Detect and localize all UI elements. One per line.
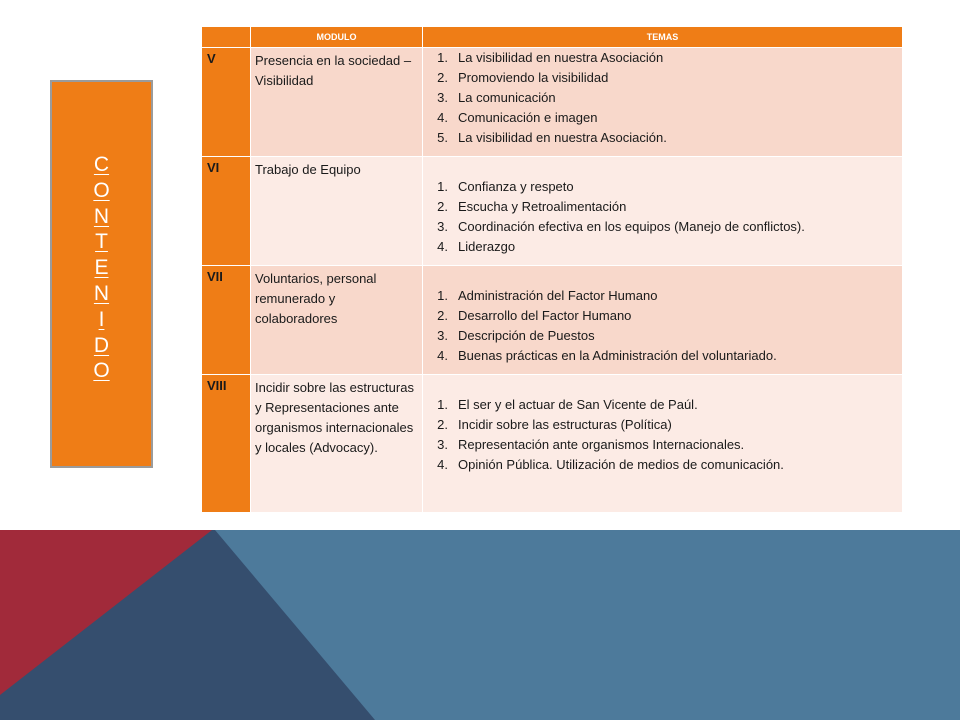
module-number: VIII [202, 375, 251, 513]
module-number: V [202, 48, 251, 157]
module-title: Trabajo de Equipo [251, 157, 423, 266]
decorative-bottom-band [0, 530, 960, 720]
list-item: 1. Administración del Factor Humano [437, 288, 658, 303]
list-item: 1. La visibilidad en nuestra Asociación [437, 50, 664, 65]
title-letter: O [93, 359, 110, 383]
list-item: 4. Opinión Pública. Utilización de medios de comunicación. [437, 457, 784, 472]
contenido-sidebar [50, 80, 153, 468]
list-item: 1. El ser y el actuar de San Vicente de Paúl. [437, 397, 698, 412]
module-topics [423, 375, 903, 513]
module-number: VII [202, 266, 251, 375]
title-letter: D [93, 333, 110, 357]
list-item: 2. Promoviendo la visibilidad [437, 70, 609, 85]
modules-table [201, 26, 903, 513]
list-item: 3. Coordinación efectiva en los equipos (Manejo de conflictos). [437, 219, 805, 234]
list-item: 2. Incidir sobre las estructuras (Política) [437, 417, 672, 432]
list-item: 2. Desarrollo del Factor Humano [437, 308, 632, 323]
header-blank [202, 27, 251, 48]
list-item: 3. La comunicación [437, 90, 556, 105]
table-header-row [202, 27, 903, 48]
list-item: 5. La visibilidad en nuestra Asociación. [437, 130, 667, 145]
list-item: 4. Comunicación e imagen [437, 110, 598, 125]
module-number: VI [202, 157, 251, 266]
title-letter: E [94, 256, 109, 280]
contenido-vertical-title [52, 152, 151, 384]
header-temas: TEMAS [423, 27, 903, 48]
title-letter: N [93, 281, 110, 305]
title-letter: I [98, 307, 105, 331]
title-letter: T [95, 230, 108, 254]
header-modulo: MODULO [251, 27, 423, 48]
module-title: Incidir sobre las estructuras y Representaciones ante organismos internacionales y locales (Advocacy). [251, 375, 423, 513]
list-item: 1. Confianza y respeto [437, 179, 574, 194]
module-topics [423, 157, 903, 266]
module-title: Presencia en la sociedad – Visibilidad [251, 48, 423, 157]
list-item: 2. Escucha y Retroalimentación [437, 199, 627, 214]
module-title: Voluntarios, personal remunerado y colaboradores [251, 266, 423, 375]
table-row [202, 375, 903, 513]
title-letter: C [93, 153, 110, 176]
table-row [202, 157, 903, 266]
module-topics [423, 48, 903, 157]
list-item: 3. Representación ante organismos Internacionales. [437, 437, 745, 452]
title-letter: O [93, 178, 110, 202]
table-row [202, 48, 903, 157]
list-item: 3. Descripción de Puestos [437, 328, 595, 343]
module-topics [423, 266, 903, 375]
title-letter: N [93, 204, 110, 228]
list-item: 4. Liderazgo [437, 239, 516, 254]
table-row [202, 266, 903, 375]
list-item: 4. Buenas prácticas en la Administración del voluntariado. [437, 348, 777, 363]
